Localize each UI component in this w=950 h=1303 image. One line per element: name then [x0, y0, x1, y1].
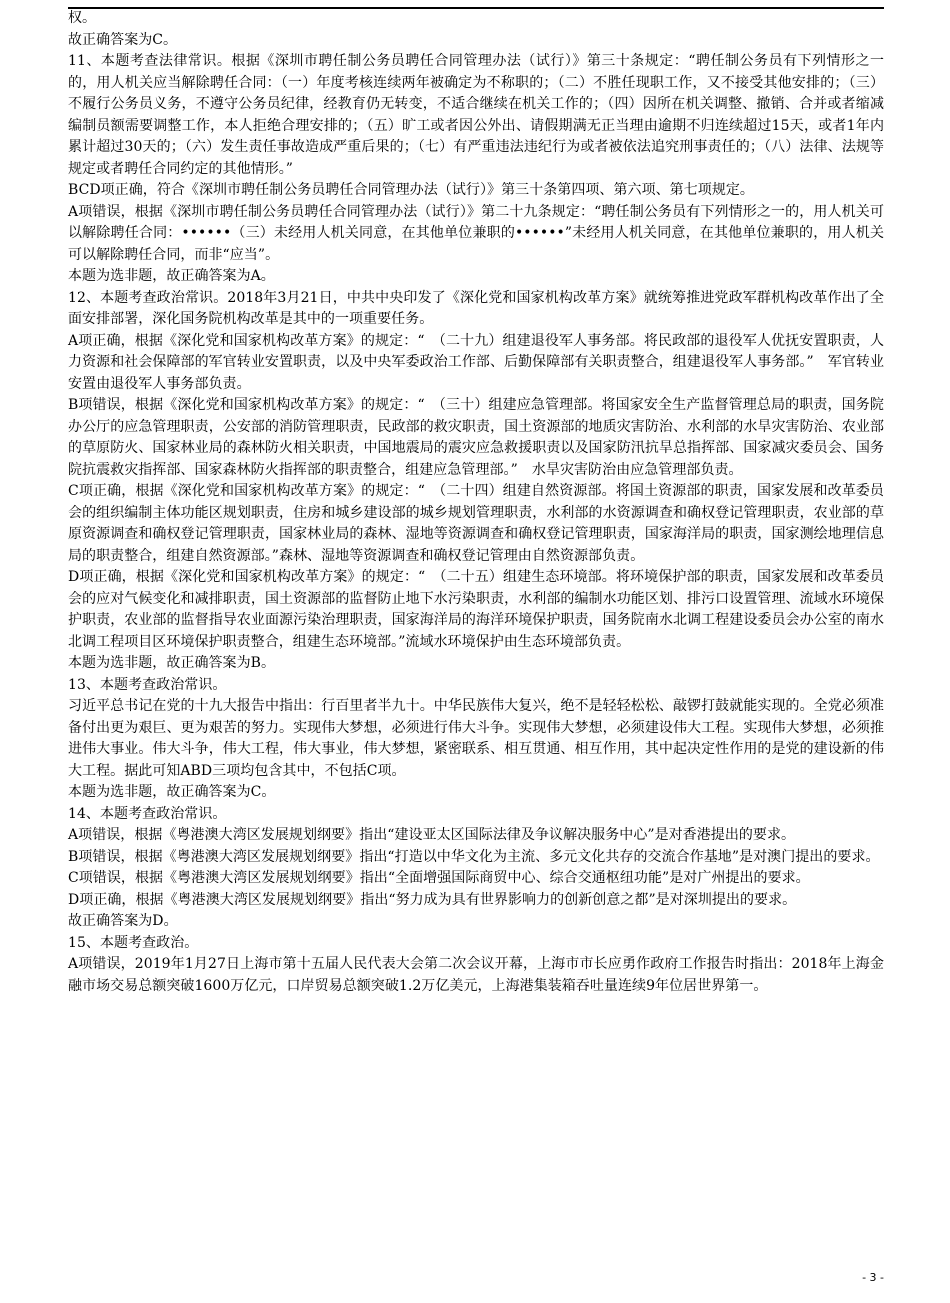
- paragraph: C项正确，根据《深化党和国家机构改革方案》的规定：“ （二十四）组建自然资源部。将国土资源部的职责，国家发展和改革委员会的组织编制主体功能区规划职责，住房和城乡建设部的城乡规划管理职责，水利部的水资源调查和确权登记管理职责，农业部的草原资源调查和确权登记管理职责，国家林业局的森林、湿地等资源调查和确权登记管理职责，国家海洋局的职责，国家测绘地理信息局的职责整合，组建自然资源部。”森林、湿地等资源调查和确权登记管理由自然资源部负责。: [68, 483, 884, 564]
- paragraph: 11、本题考查法律常识。根据《深圳市聘任制公务员聘任合同管理办法（试行）》第三十条规定：“聘任制公务员有下列情形之一的，用人机关应当解除聘任合同：（一）年度考核连续两年被确定为不称职的；（二）不胜任现职工作，又不接受其他安排的；（三）不履行公务员义务，不遵守公务员纪律，经教育仍无转变，不适合继续在机关工作的；（四）因所在机关调整、撤销、合并或者缩减编制员额需要调整工作，本人拒绝合理安排的；（五）旷工或者因公外出、请假期满无正当理由逾期不归连续超过15天，或者1年内累计超过30天的；（六）发生责任事故造成严重后果的；（七）有严重违法违纪行为或者被依法追究刑事责任的；（八）法律、法规等规定或者聘任合同约定的其他情形。”: [68, 53, 884, 177]
- paragraph: 15、本题考查政治。: [68, 934, 199, 951]
- document-body: [68, 8, 884, 997]
- paragraph: D项正确，根据《粤港澳大湾区发展规划纲要》指出“努力成为具有世界影响力的创新创意之都”是对深圳提出的要求。: [68, 891, 797, 908]
- paragraph: B项错误，根据《深化党和国家机构改革方案》的规定：“ （三十）组建应急管理部。将国家安全生产监督管理总局的职责，国务院办公厅的应急管理职责，公安部的消防管理职责，民政部的救灾职责，国土资源部的地质灾害防治、水利部的水旱灾害防治、农业部的草原防火、国家林业局的森林防火相关职责，中国地震局的震灾应急救援职责以及国家防汛抗旱总指挥部、国家减灾委员会、国务院抗震救灾指挥部、国家森林防火指挥部的职责整合，组建应急管理部。” 水旱灾害防治由应急管理部负责。: [68, 397, 884, 478]
- page-number: - 3 -: [862, 1271, 884, 1284]
- paragraph: C项错误，根据《粤港澳大湾区发展规划纲要》指出“全面增强国际商贸中心、综合交通枢纽功能”是对广州提出的要求。: [68, 870, 810, 886]
- paragraph: 12、本题考查政治常识。2018年3月21日，中共中央印发了《深化党和国家机构改革方案》就统筹推进党政军群机构改革作出了全面安排部署，深化国务院机构改革是其中的一项重要任务。: [68, 289, 884, 327]
- paragraph: 14、本题考查政治常识。: [68, 805, 227, 822]
- paragraph: 故正确答案为D。: [68, 913, 178, 929]
- paragraph: 本题为选非题，故正确答案为A。: [68, 268, 275, 284]
- paragraph: A项正确，根据《深化党和国家机构改革方案》的规定：“ （二十九）组建退役军人事务部。将民政部的退役军人优抚安置职责，人力资源和社会保障部的军官转业安置职责，以及中央军委政治工作部、后勤保障部有关职责整合，组建退役军人事务部。” 军官转业安置由退役军人事务部负责。: [68, 332, 884, 392]
- paragraph: 权。: [68, 10, 97, 26]
- paragraph: 本题为选非题，故正确答案为C。: [68, 784, 276, 800]
- paragraph: D项正确，根据《深化党和国家机构改革方案》的规定：“ （二十五）组建生态环境部。将环境保护部的职责，国家发展和改革委员会的应对气候变化和减排职责，国土资源部的监督防止地下水污染职责，水利部的编制水功能区划、排污口设置管理、流域水环境保护职责，农业部的监督指导农业面源污染治理职责，国家海洋局的海洋环境保护职责，国务院南水北调工程建设委员会办公室的南水北调工程项目区环境保护职责整合，组建生态环境部。”流域水环境保护由生态环境部负责。: [68, 569, 884, 650]
- paragraph: 13、本题考查政治常识。: [68, 676, 227, 693]
- paragraph: 本题为选非题，故正确答案为B。: [68, 655, 276, 671]
- paragraph: 习近平总书记在党的十九大报告中指出：行百里者半九十。中华民族伟大复兴，绝不是轻轻松松、敲锣打鼓就能实现的。全党必须准备付出更为艰巨、更为艰苦的努力。实现伟大梦想，必须进行伟大斗争。实现伟大梦想，必须建设伟大工程。实现伟大梦想，必须推进伟大事业。伟大斗争，伟大工程，伟大事业，伟大梦想，紧密联系、相互贯通、相互作用，其中起决定性作用的是党的建设新的伟大工程。据此可知ABD三项均包含其中，不包括C项。: [68, 698, 884, 779]
- paragraph: A项错误，2019年1月27日上海市第十五届人民代表大会第二次会议开幕，上海市市长应勇作政府工作报告时指出：2018年上海金融市场交易总额突破1600万亿元，口岸贸易总额突破1.2万亿美元，上海港集装箱吞吐量连续9年位居世界第一。: [68, 956, 884, 994]
- paragraph: BCD项正确，符合《深圳市聘任制公务员聘任合同管理办法（试行）》第三十条第四项、第六项、第七项规定。: [68, 182, 754, 198]
- paragraph: A项错误，根据《粤港澳大湾区发展规划纲要》指出“建设亚太区国际法律及争议解决服务中心”是对香港提出的要求。: [68, 827, 796, 843]
- paragraph: 故正确答案为C。: [68, 31, 178, 48]
- paragraph: A项错误，根据《深圳市聘任制公务员聘任合同管理办法（试行）》第二十九条规定：“聘任制公务员有下列情形之一的，用人机关可以解除聘任合同：••••••（三）未经用人机关同意，在其他单位兼职的••••••”未经用人机关同意，在其他单位兼职的，用人机关可以解除聘任合同，而非“应当”。: [68, 203, 884, 263]
- paragraph: B项错误，根据《粤港澳大湾区发展规划纲要》指出“打造以中华文化为主流、多元文化共存的交流合作基地”是对澳门提出的要求。: [68, 848, 880, 865]
